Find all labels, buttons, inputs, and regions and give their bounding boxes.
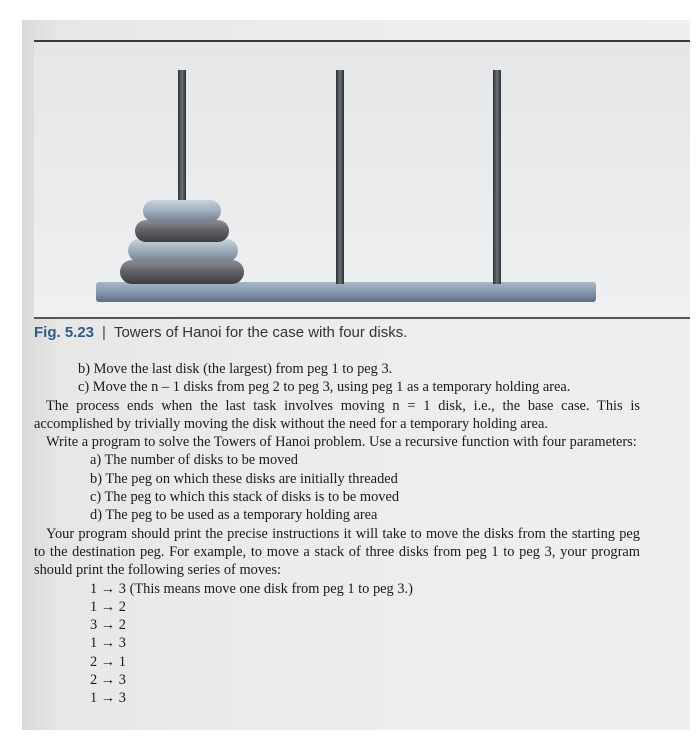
caption-text: Towers of Hanoi for the case with four disks.	[113, 324, 408, 341]
towers-illustration	[34, 42, 690, 318]
peg-base	[96, 282, 596, 302]
move-line: 1 → 3 (This means move one disk from peg 1 to peg 3.)	[90, 580, 413, 597]
move-line: 2 → 3	[90, 672, 126, 689]
move-line: 1 → 2	[90, 598, 126, 615]
disk-3	[128, 239, 238, 262]
paragraph-print-instructions: Your program should print the precise instructions it will take to move the disks from the starting peg to the destination peg. For example, to move a stack of three disks from peg 1 to peg 3, your program should print the following series of moves:	[34, 525, 640, 579]
param-c: c) The peg to which this stack of disks is to be moved	[90, 489, 400, 506]
move-line: 1 → 3	[90, 635, 126, 652]
figure-caption	[34, 324, 407, 341]
disk-4	[120, 260, 244, 284]
step-c: c) Move the n – 1 disks from peg 2 to peg 3, using peg 1 as a temporary holding area.	[78, 379, 571, 396]
disk-2	[135, 220, 229, 242]
param-d: d) The peg to be used as a temporary holding area	[90, 507, 378, 524]
caption-separator: |	[102, 324, 106, 341]
book-page	[22, 20, 690, 730]
towers-of-hanoi-figure	[34, 42, 690, 318]
peg-2	[336, 70, 344, 284]
caption-label: Fig. 5.23	[34, 324, 95, 341]
move-line: 1 → 3	[90, 690, 126, 707]
param-b: b) The peg on which these disks are initially threaded	[90, 470, 398, 487]
peg-3	[493, 70, 501, 284]
param-a: a) The number of disks to be moved	[90, 452, 298, 469]
move-line: 2 → 1	[90, 653, 126, 670]
body-text	[34, 360, 640, 708]
step-b: b) Move the last disk (the largest) from peg 1 to peg 3.	[78, 361, 393, 377]
paragraph-process-ends: The process ends when the last task involves moving n = 1 disk, i.e., the base case. This is accomplished by trivially moving the disk without the need for a temporary holding area.	[34, 397, 640, 432]
figure-rule	[34, 317, 690, 319]
move-line: 3 → 2	[90, 617, 126, 634]
disk-1	[143, 200, 221, 222]
paragraph-write-program: Write a program to solve the Towers of Hanoi problem. Use a recursive function with four parameters:	[46, 434, 637, 451]
